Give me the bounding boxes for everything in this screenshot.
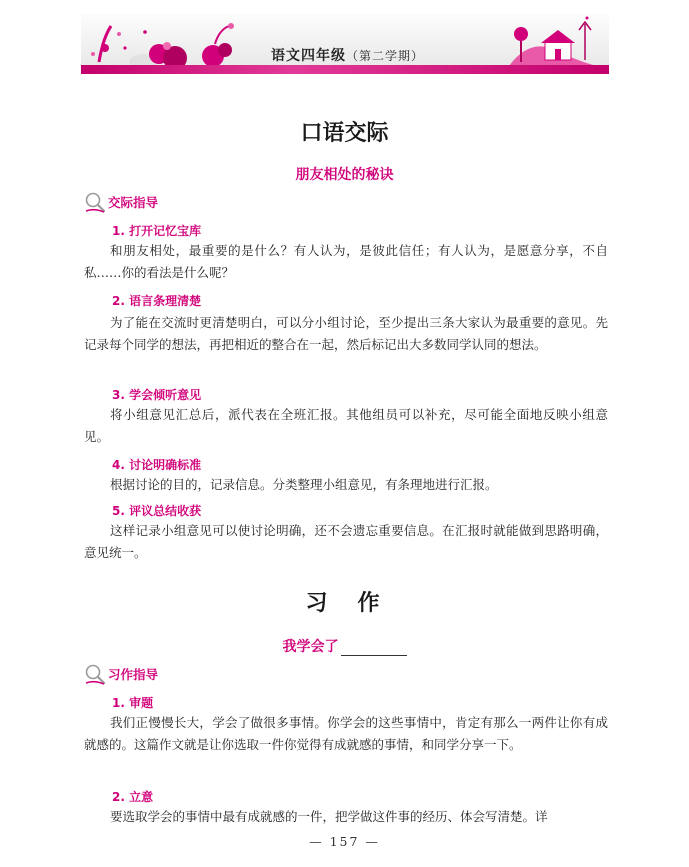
paragraph-1: 和朋友相处，最重要的是什么？有人认为，是彼此信任；有人认为，是愿意分享，不自私……你的看法是什么呢？ [84,243,608,280]
section-title-oral: 口语交际 [300,121,389,146]
paragraph-5: 这样记录小组意见可以使讨论明确，还不会遗忘重要信息。在汇报时就能做到思路明确，意见统一。 [84,523,608,560]
paragraph-theme: 要选取学会的事情中最有成就感的一件，把学做这件事的经历、体会写清楚。详 [110,809,548,824]
writing-prompt: 我学会了 [282,639,339,655]
book-title: 语文四年级（第二学期） [271,48,425,64]
subheading-theme: 2. 立意 [112,790,154,804]
fill-in-blank [341,641,407,656]
magnifier-icon [84,663,106,685]
page-header-banner [81,14,609,74]
flower-decoration-icon [85,18,245,70]
subheading-1: 1. 打开记忆宝库 [112,224,202,238]
guide-heading-oral [84,192,158,212]
section-subtitle-writing [0,636,689,656]
section-title-writing: 习 作 [305,591,384,616]
house-decoration-icon [501,16,601,70]
paragraph-review: 我们正慢慢长大，学会了做很多事情。你学会的这些事情中，肯定有那么一两件让你有成就感的。这篇作文就是让你选取一件你觉得有成就感的事情，和同学分享一下。 [84,715,608,752]
paragraph-2: 为了能在交流时更清楚明白，可以分小组讨论，至少提出三条大家认为最重要的意见。先记录每个同学的想法，再把相近的整合在一起，然后标记出大多数同学认同的想法。 [84,315,608,352]
section-subtitle-oral: 朋友相处的秘诀 [295,167,394,183]
magnifier-icon [84,191,106,213]
page-number: — 157 — [309,834,380,849]
semester-label: （第二学期） [346,49,425,63]
subheading-review: 1. 审题 [112,696,154,710]
paragraph-4: 根据讨论的目的，记录信息。分类整理小组意见，有条理地进行汇报。 [110,477,498,492]
subheading-4: 4. 讨论明确标准 [112,458,202,472]
guide-label: 习作指导 [108,667,159,682]
header-strip [81,65,609,74]
guide-label: 交际指导 [108,195,159,210]
subheading-5: 5. 评议总结收获 [112,504,202,518]
subheading-2: 2. 语言条理清楚 [112,294,202,308]
paragraph-3: 将小组意见汇总后，派代表在全班汇报。其他组员可以补充，尽可能全面地反映小组意见。 [84,407,608,444]
guide-heading-writing [84,664,158,684]
subheading-3: 3. 学会倾听意见 [112,388,202,402]
